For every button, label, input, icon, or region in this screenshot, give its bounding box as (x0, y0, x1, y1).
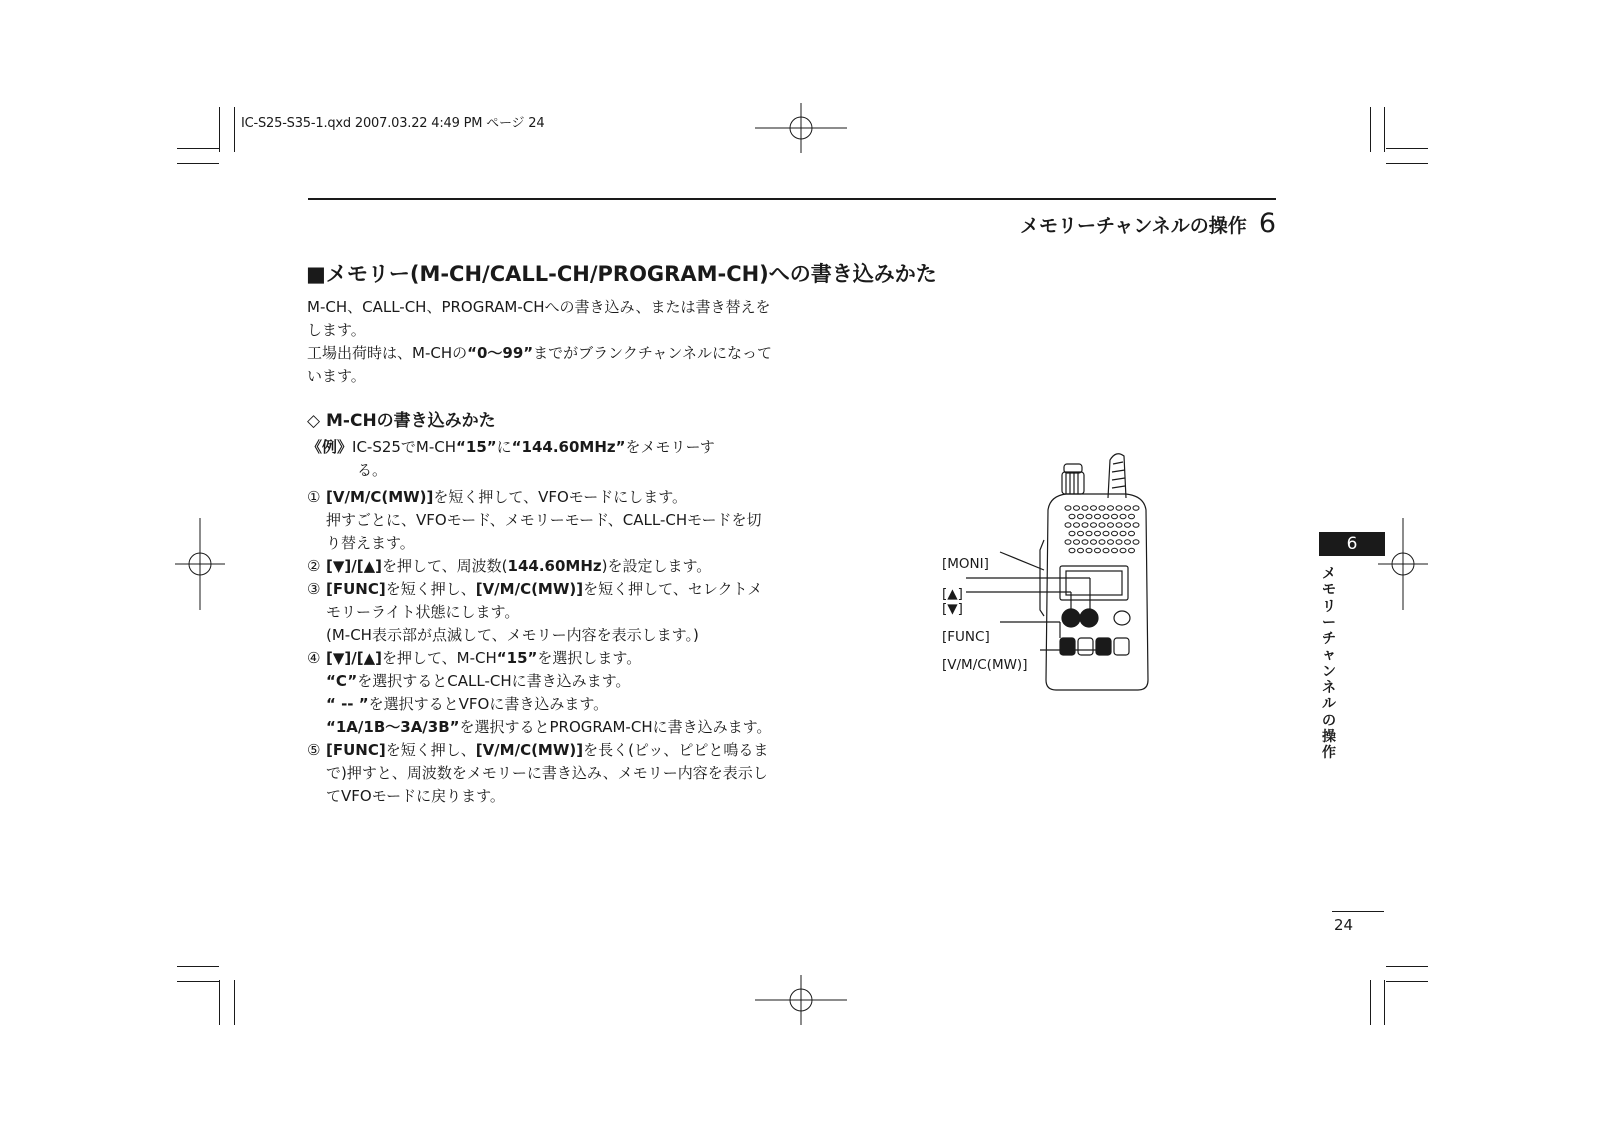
step-3 (307, 578, 775, 647)
example-text: IC-S25でM-CH (352, 438, 457, 456)
speaker-hole (1108, 523, 1114, 528)
intro-paragraph-2 (307, 342, 775, 388)
option-value: “1A/1B～3A/3B” (326, 718, 460, 736)
speaker-hole (1116, 540, 1122, 545)
step-number: ④ (307, 649, 321, 667)
speaker-hole (1129, 531, 1135, 536)
step-line (326, 739, 775, 808)
example-channel: “15” (456, 438, 497, 456)
crop-mark (1386, 981, 1428, 982)
speaker-hole (1108, 506, 1114, 511)
crop-mark (177, 966, 219, 967)
crop-mark (219, 980, 220, 1025)
running-head-title: メモリーチャンネルの操作 (1019, 215, 1247, 237)
example-line (307, 436, 775, 459)
folio-rule (1332, 911, 1384, 912)
example-continuation: る。 (357, 461, 388, 479)
speaker-hole (1116, 506, 1122, 511)
speaker-hole (1095, 531, 1101, 536)
speaker-hole (1091, 523, 1097, 528)
speaker-hole (1078, 514, 1084, 519)
crop-mark (177, 163, 219, 164)
example-label: 《例》 (307, 438, 353, 456)
speaker-hole (1086, 531, 1092, 536)
step-text: を押して、周波数( (381, 557, 508, 575)
running-head-chapter: 6 (1258, 208, 1276, 239)
speaker-hole (1095, 514, 1101, 519)
step-text: を選択するとPROGRAM-CHに書き込みます。 (459, 718, 772, 736)
step-note (326, 716, 775, 739)
speaker-hole (1125, 523, 1131, 528)
intro-text-span: 工場出荷時は、M-CHの (307, 344, 468, 362)
speaker-hole (1099, 506, 1105, 511)
speaker-hole (1082, 506, 1088, 511)
step-text: を長く(ピッ、ピピと鳴るまで)押すと、周波数をメモリーに書き込み、メモリー内容を表示してVFOモードに戻ります。 (326, 741, 769, 805)
step-text: を選択するとVFOに書き込みます。 (368, 695, 609, 713)
intro-paragraph-1: M-CH、CALL-CH、PROGRAM-CHへの書き込み、または書き替えをします。 (307, 298, 771, 339)
step-number: ⑤ (307, 741, 321, 759)
speaker-hole (1120, 548, 1126, 553)
crop-mark (1370, 980, 1371, 1025)
speaker-hole (1103, 514, 1109, 519)
example (307, 436, 775, 482)
key-label: [V/M/C(MW)] (475, 580, 584, 598)
callout-down: [▼] (942, 601, 963, 617)
speaker-hole (1069, 514, 1075, 519)
step-text: を押して、M-CH (381, 649, 497, 667)
step-2 (307, 555, 775, 578)
speaker-hole (1095, 548, 1101, 553)
key-label: [▼]/[▲] (326, 557, 382, 575)
speaker-hole (1086, 514, 1092, 519)
speaker-hole (1129, 514, 1135, 519)
crop-mark (1370, 107, 1371, 152)
option-value: “C” (326, 672, 358, 690)
key-label: [FUNC] (326, 741, 386, 759)
speaker-hole (1078, 531, 1084, 536)
crop-mark (1384, 107, 1385, 152)
callout-vmc: [V/M/C(MW)] (942, 657, 1028, 673)
speaker-hole (1069, 548, 1075, 553)
intro-text (307, 296, 775, 388)
speaker-hole (1082, 540, 1088, 545)
speaker-hole (1112, 531, 1118, 536)
speaker-hole (1065, 523, 1071, 528)
example-text: をメモリーす (625, 438, 715, 456)
crop-mark (177, 981, 219, 982)
running-head (1020, 208, 1276, 239)
speaker-hole (1125, 540, 1131, 545)
key-label: [FUNC] (326, 580, 386, 598)
crop-mark (1386, 966, 1428, 967)
crop-mark (234, 980, 235, 1025)
speaker-hole (1103, 531, 1109, 536)
step-note: (M-CH表示部が点滅して、メモリー内容を表示します。) (326, 626, 699, 644)
section-title: ■メモリー(M-CH/CALL-CH/PROGRAM-CH)への書き込みかた (306, 262, 937, 286)
subheading: ◇ M-CHの書き込みかた (307, 411, 496, 431)
intro-channel-range: “0～99” (467, 344, 534, 362)
speaker-hole (1112, 514, 1118, 519)
speaker-hole (1133, 540, 1139, 545)
example-text: に (496, 438, 512, 456)
speaker-hole (1099, 523, 1105, 528)
speaker-hole (1078, 548, 1084, 553)
step-4 (307, 647, 775, 739)
speaker-hole (1091, 506, 1097, 511)
speaker-hole (1112, 548, 1118, 553)
speaker-hole (1082, 523, 1088, 528)
key-label: [▼]/[▲] (326, 649, 382, 667)
step-1 (307, 486, 775, 555)
speaker-hole (1091, 540, 1097, 545)
step-line (326, 486, 775, 509)
step-text: を短く押し、 (385, 580, 476, 598)
step-frequency: 144.60MHz (507, 557, 602, 575)
step-note (326, 693, 775, 716)
step-text: を短く押し、 (385, 741, 476, 759)
step-text: )を設定します。 (601, 557, 712, 575)
speaker-hole (1069, 531, 1075, 536)
callout-up: [▲] (942, 586, 963, 602)
speaker-hole (1086, 548, 1092, 553)
speaker-hole (1065, 540, 1071, 545)
step-5 (307, 739, 775, 808)
chapter-tab-text: メモリーチャンネルの操作 (1322, 566, 1336, 762)
step-note: 押すごとに、VFOモード、メモリーモード、CALL-CHモードを切り替えます。 (326, 511, 762, 552)
speaker-hole (1116, 523, 1122, 528)
callout-moni: [MONI] (942, 556, 989, 572)
speaker-hole (1125, 506, 1131, 511)
step-line (326, 578, 775, 624)
file-slug: IC-S25-S35-1.qxd 2007.03.22 4:49 PM ページ 24 (241, 116, 545, 131)
crop-mark (1386, 148, 1428, 149)
callout-func: [FUNC] (942, 629, 990, 645)
step-line (326, 555, 775, 578)
step-channel: “15” (496, 649, 538, 667)
step-text: を選択します。 (537, 649, 642, 667)
crop-mark (219, 107, 220, 152)
example-frequency: “144.60MHz” (511, 438, 626, 456)
key-label: [V/M/C(MW)] (475, 741, 584, 759)
header-rule (308, 198, 1276, 200)
crop-mark (1386, 163, 1428, 164)
speaker-hole (1074, 540, 1080, 545)
option-value: “ -- ” (326, 695, 369, 713)
key-label: [V/M/C(MW)] (326, 488, 434, 506)
step-note (326, 670, 775, 693)
speaker-hole (1120, 514, 1126, 519)
step-number: ① (307, 488, 321, 506)
page-number: 24 (1334, 916, 1354, 934)
speaker-hole (1133, 523, 1139, 528)
registration-target-right (1378, 518, 1428, 610)
step-number: ③ (307, 580, 321, 598)
crop-mark (234, 107, 235, 152)
step-text: を短く押して、セレクトメモリーライト状態にします。 (326, 580, 763, 621)
registration-target-top (755, 103, 847, 153)
speaker-hole (1074, 506, 1080, 511)
speaker-hole (1103, 548, 1109, 553)
crop-mark (177, 148, 219, 149)
step-line (326, 647, 775, 670)
speaker-hole (1065, 506, 1071, 511)
speaker-hole (1133, 506, 1139, 511)
speaker-hole (1074, 523, 1080, 528)
speaker-hole (1099, 540, 1105, 545)
intro-text-span: までがブランクチャンネルになっています。 (307, 344, 772, 385)
speaker-hole (1108, 540, 1114, 545)
registration-target-left (175, 518, 225, 610)
crop-mark (1384, 980, 1385, 1025)
step-text: を短く押して、VFOモードにします。 (433, 488, 688, 506)
chapter-tab: 6 (1319, 532, 1385, 556)
speaker-hole (1120, 531, 1126, 536)
step-text: を選択するとCALL-CHに書き込みます。 (357, 672, 631, 690)
step-list (307, 486, 775, 808)
speaker-hole (1129, 548, 1135, 553)
step-number: ② (307, 557, 321, 575)
registration-target-bottom (755, 975, 847, 1025)
